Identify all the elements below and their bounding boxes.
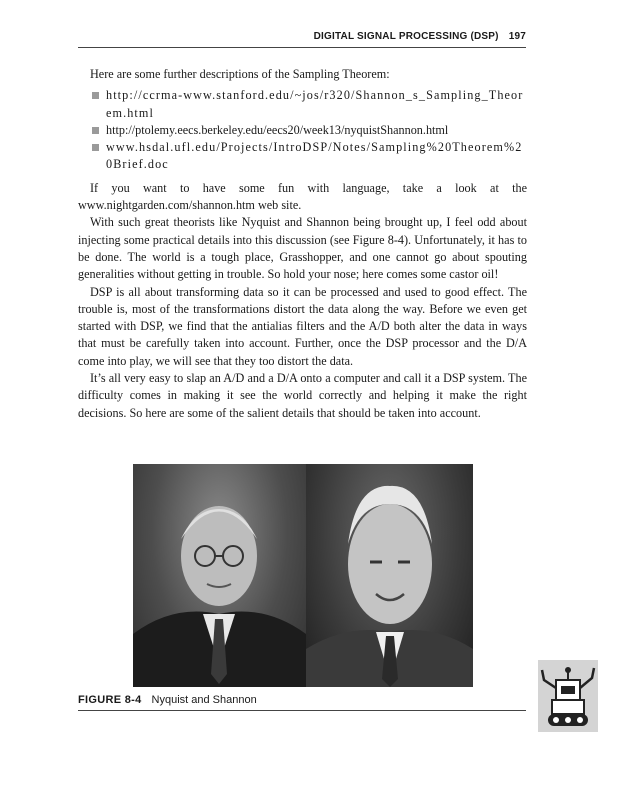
paragraph: With such great theorists like Nyquist and Shannon being brought up, I feel odd about injecting some practical details into this discussion (see Figure 8-4). Unfortunately, it has to be done. The world is a tough place, Grasshopper, and one cannot go about spouting generalities without getting in trouble. So hold your nose; here comes some castor oil! bbox=[78, 215, 527, 282]
figure-photos bbox=[133, 464, 473, 687]
portrait-icon bbox=[133, 464, 306, 687]
url-item[interactable] bbox=[92, 122, 527, 139]
bullet-icon bbox=[92, 92, 99, 99]
body-text bbox=[78, 66, 527, 422]
url-text[interactable]: http://ptolemy.eecs.berkeley.edu/eecs20/week13/nyquistShannon.html bbox=[106, 122, 449, 137]
nyquist-photo bbox=[133, 464, 306, 687]
page-number: 197 bbox=[508, 31, 526, 42]
intro-line: Here are some further descriptions of the Sampling Theorem: bbox=[90, 67, 390, 81]
portrait-icon bbox=[306, 464, 473, 687]
url-item[interactable] bbox=[92, 87, 527, 122]
paragraph: It’s all very easy to slap an A/D and a D/A onto a computer and call it a DSP system. The difficulty comes in making it see the world correctly and helping it make the right decisions. So here are some of the salient details that should be taken into account. bbox=[78, 371, 527, 420]
url-text[interactable]: www.hsdal.ufl.edu/Projects/IntroDSP/Notes/Sampling%20Theorem%20Brief.doc bbox=[106, 140, 523, 172]
figure-caption bbox=[78, 694, 526, 711]
bullet-icon bbox=[92, 144, 99, 151]
running-head bbox=[78, 31, 526, 48]
paragraph: If you want to have some fun with language, take a look at the www.nightgarden.com/shannon.htm web site. bbox=[78, 180, 527, 213]
robot-icon bbox=[538, 660, 598, 732]
url-list bbox=[78, 87, 527, 173]
chapter-title: DIGITAL SIGNAL PROCESSING (DSP) bbox=[313, 31, 499, 42]
paragraph: DSP is all about transforming data so it can be processed and used to good effect. The trouble is, most of the transformations distort the data along the way. Before we even get started with DSP, we find that the antialias filters and the A/D both alter the data in ways that must be carefully taken into account. Further, once the DSP processor and the D/A come into play, we will see that they too distort the data. bbox=[78, 284, 527, 368]
figure-caption-text: Nyquist and Shannon bbox=[151, 694, 257, 706]
url-item[interactable] bbox=[92, 139, 527, 174]
bullet-icon bbox=[92, 127, 99, 134]
url-text[interactable]: http://ccrma-www.stanford.edu/~jos/r320/Shannon_s_Sampling_Theorem.html bbox=[106, 88, 524, 120]
figure-label: FIGURE 8-4 bbox=[78, 694, 142, 706]
shannon-photo bbox=[306, 464, 473, 687]
